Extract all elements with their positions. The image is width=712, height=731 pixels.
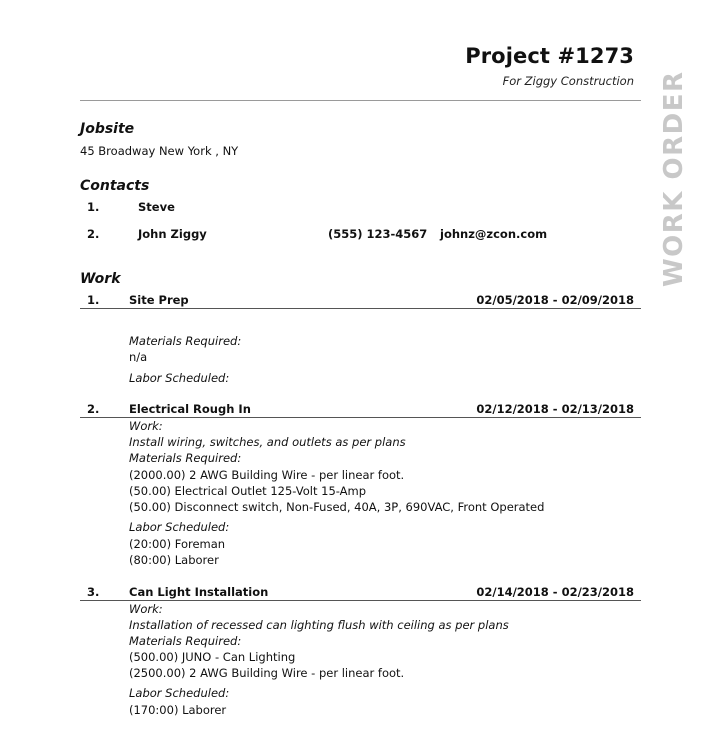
work-item-dates: 02/12/2018 - 02/13/2018 xyxy=(476,402,634,416)
work-order-label: WORK ORDER xyxy=(659,70,689,287)
work-item-name: Can Light Installation xyxy=(129,585,269,599)
work-item-divider xyxy=(80,308,641,309)
work-item-number: 1. xyxy=(87,293,100,307)
material-line: (2500.00) 2 AWG Building Wire - per linear foot. xyxy=(129,666,405,680)
jobsite-address: 45 Broadway New York , NY xyxy=(80,144,239,158)
materials-label: Materials Required: xyxy=(129,334,242,348)
labor-label: Labor Scheduled: xyxy=(129,686,230,700)
labor-label: Labor Scheduled: xyxy=(129,520,230,534)
work-description: Install wiring, switches, and outlets as per plans xyxy=(129,435,406,449)
contact-name: John Ziggy xyxy=(138,227,207,241)
work-label: Work: xyxy=(129,419,163,433)
work-heading: Work xyxy=(80,271,121,287)
work-item-dates: 02/05/2018 - 02/09/2018 xyxy=(476,293,634,307)
material-line: (2000.00) 2 AWG Building Wire - per linear foot. xyxy=(129,468,405,482)
work-description: Installation of recessed can lighting flush with ceiling as per plans xyxy=(129,618,509,632)
work-item-divider xyxy=(80,417,641,418)
labor-line: (170:00) Laborer xyxy=(129,703,227,717)
material-line: (500.00) JUNO - Can Lighting xyxy=(129,650,296,664)
materials-label: Materials Required: xyxy=(129,451,242,465)
contact-email: johnz@zcon.com xyxy=(440,227,548,241)
work-item-name: Electrical Rough In xyxy=(129,402,251,416)
contact-number: 1. xyxy=(87,200,100,214)
materials-label: Materials Required: xyxy=(129,634,242,648)
work-item-number: 3. xyxy=(87,585,100,599)
work-label: Work: xyxy=(129,602,163,616)
material-line: (50.00) Disconnect switch, Non-Fused, 40A, 3P, 690VAC, Front Operated xyxy=(129,500,545,514)
contact-number: 2. xyxy=(87,227,100,241)
work-item-number: 2. xyxy=(87,402,100,416)
labor-label: Labor Scheduled: xyxy=(129,371,230,385)
header-divider xyxy=(80,100,641,101)
contact-phone: (555) 123-4567 xyxy=(328,227,428,241)
material-line: (50.00) Electrical Outlet 125-Volt 15-Amp xyxy=(129,484,367,498)
page-title: Project #1273 xyxy=(465,44,634,68)
material-line: n/a xyxy=(129,350,148,364)
work-item-divider xyxy=(80,600,641,601)
jobsite-heading: Jobsite xyxy=(80,121,135,137)
labor-line: (80:00) Laborer xyxy=(129,553,219,567)
contact-name: Steve xyxy=(138,200,175,214)
page-subtitle: For Ziggy Construction xyxy=(502,74,634,88)
work-item-dates: 02/14/2018 - 02/23/2018 xyxy=(476,585,634,599)
labor-line: (20:00) Foreman xyxy=(129,537,226,551)
contacts-heading: Contacts xyxy=(80,178,150,194)
work-item-name: Site Prep xyxy=(129,293,189,307)
